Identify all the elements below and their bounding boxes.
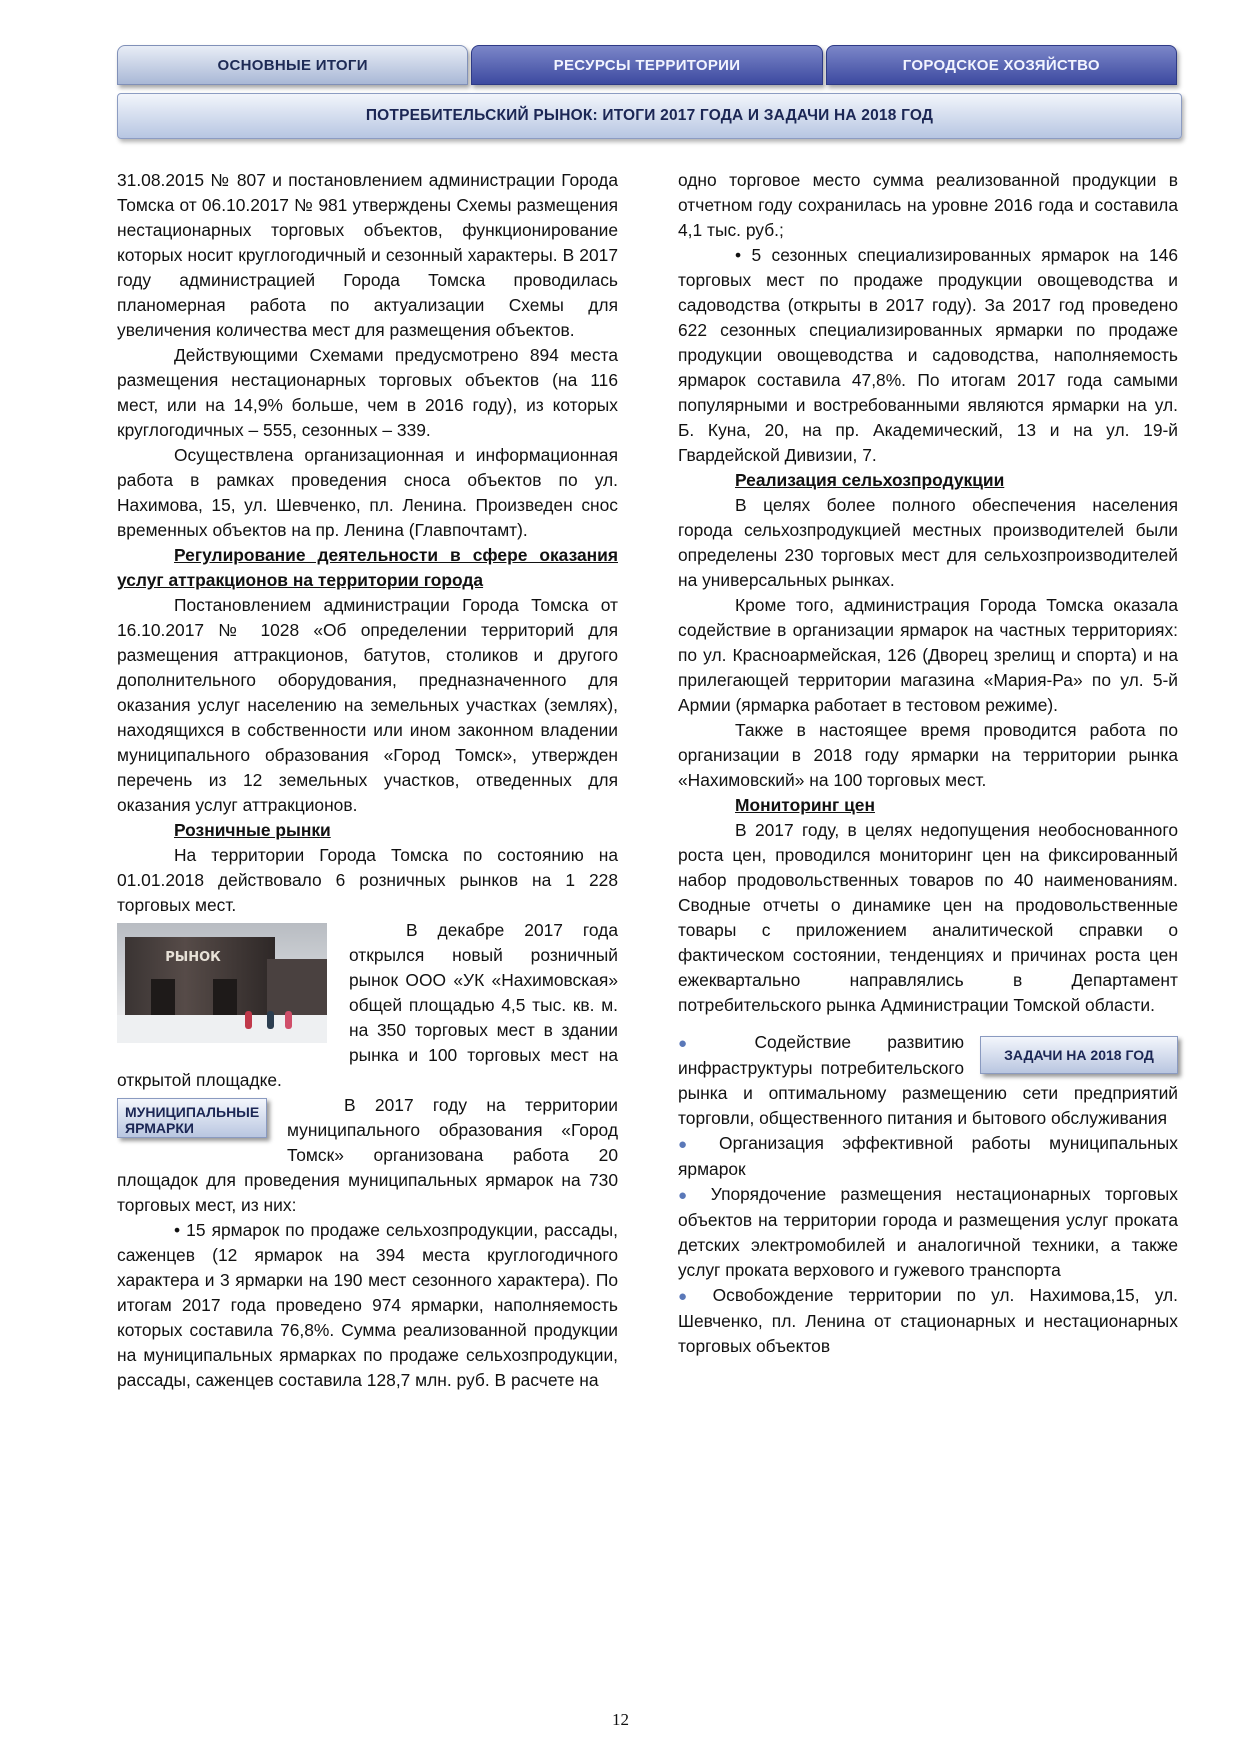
section-heading: Розничные рынки — [174, 820, 331, 840]
paragraph: На территории Города Томска по состоянию на 01.01.2018 действовало 6 розничных рынков на 1 228 торговых мест. — [117, 845, 618, 915]
market-photo — [117, 923, 327, 1043]
tab-territory-resources[interactable]: РЕСУРСЫ ТЕРРИТОРИИ — [471, 45, 822, 85]
section-heading: Реализация сельхозпродукции — [735, 470, 1005, 490]
task-item — [678, 1182, 1178, 1283]
paragraph: Кроме того, администрация Города Томска оказала содействие в организации ярмарок на частных территориях: по ул. Красноармейская, 126 (Дворец зрелищ и спорта) и на прилегающей территории магазина «Мария-Ра» по ул. 5-й Армии (ярмарка работает в тестовом режиме). — [678, 595, 1178, 715]
bullet-dot-icon: ● — [678, 1187, 697, 1204]
tasks-2018-badge: ЗАДАЧИ НА 2018 ГОД — [980, 1036, 1178, 1074]
person-figure — [245, 1011, 252, 1029]
tab-main-results[interactable]: ОСНОВНЫЕ ИТОГИ — [117, 45, 468, 85]
paragraph: одно торговое место сумма реализованной продукции в отчетном году сохранилась на уровне 2016 года и составила 4,1 тыс. руб.; — [678, 170, 1178, 240]
paragraph: 31.08.2015 № 807 и постановлением администрации Города Томска от 06.10.2017 № 981 утверждены Схемы размещения нестационарных торговых объектов, функционирование которых носит круглогодичный и сезонный характеры. В 2017 году администрацией Города Томска проводилась планомерная работа по актуализации Схемы для увеличения количества мест для размещения объектов. — [117, 170, 618, 340]
section-banner: ПОТРЕБИТЕЛЬСКИЙ РЫНОК: ИТОГИ 2017 ГОДА И ЗАДАЧИ НА 2018 ГОД — [117, 93, 1182, 139]
person-figure — [285, 1011, 292, 1029]
task-item — [678, 1131, 1178, 1182]
paragraph: Постановлением администрации Города Томска от 16.10.2017 № 1028 «Об определении территорий для размещения аттракционов, батутов, столиков и другого дополнительного оборудования, предназначенного для оказания услуг населению на земельных участках (землях), находящихся в собственности или ином законном владении муниципального образования «Город Томск», утвержден перечень из 12 земельных участков, отведенных для оказания услуг аттракционов. — [117, 595, 618, 815]
section-tabs — [117, 45, 1180, 85]
market-door — [151, 979, 175, 1015]
task-text: Упорядочение размещения нестационарных торговых объектов на территории города и размещения услуг проката детских электромобилей и аналогичной техники, а также услуг проката верхового и гужевого транспорта — [678, 1184, 1178, 1280]
task-text: Освобождение территории по ул. Нахимова,15, ул. Шевченко, пл. Ленина от стационарных и нестационарных торговых объектов — [678, 1285, 1178, 1356]
left-column — [117, 168, 618, 1393]
tab-city-economy[interactable]: ГОРОДСКОЕ ХОЗЯЙСТВО — [826, 45, 1177, 85]
market-door — [213, 979, 237, 1015]
bullet-item: • 5 сезонных специализированных ярмарок на 146 торговых мест по продаже продукции овощеводства и садоводства (открыты в 2017 году). За 2017 год проведено 622 сезонных специализированных ярмарки по продаже продукции овощеводства и садоводства, наполняемость ярмарок составила 47,8%. По итогам 2017 года самыми популярными и востребованными являются ярмарки на ул. Б. Куна, 20, на пр. Академический, 13 и на ул. 19-й Гвардейской Дивизии, 7. — [678, 245, 1178, 465]
task-item — [678, 1283, 1178, 1359]
market-building-wing — [267, 959, 327, 1015]
snow-ground — [117, 1015, 327, 1043]
market-sign: РЫНОК — [165, 950, 221, 965]
bullet-dot-icon: ● — [678, 1035, 719, 1052]
bullet-item: • 15 ярмарок по продаже сельхозпродукции, рассады, саженцев (12 ярмарок на 394 места круглогодичного характера и 3 ярмарки на 190 мест сезонного характера). По итогам 2017 года проведено 974 ярмарки, наполняемость которых составила 76,8%. Сумма реализованной продукции на муниципальных ярмарках по продаже сельхозпродукции, рассады, саженцев составила 128,7 млн. руб. В расчете на — [117, 1220, 618, 1390]
task-text: Организация эффективной работы муниципальных ярмарок — [678, 1133, 1179, 1179]
paragraph: В декабре 2017 года открылся новый розничный рынок ООО «УК «Нахимовская» общей площадью 4,5 тыс. кв. м. на 350 торговых мест в здании рынка и 100 торговых мест на открытой площадке. — [117, 920, 618, 1090]
section-heading: Мониторинг цен — [735, 795, 875, 815]
bullet-dot-icon: ● — [678, 1136, 701, 1153]
section-heading: Регулирование деятельности в сфере оказания услуг аттракционов на территории города — [117, 545, 618, 590]
municipal-fairs-badge: МУНИЦИПАЛЬНЫЕ ЯРМАРКИ — [117, 1098, 267, 1138]
task-text: Содействие развитию инфраструктуры потребительского рынка и оптимальному размещению сети предприятий торговли, общественного питания и бытового обслуживания — [678, 1032, 1178, 1128]
paragraph: Также в настоящее время проводится работа по организации в 2018 году ярмарки на территории рынка «Нахимовский» на 100 торговых мест. — [678, 720, 1178, 790]
right-column — [678, 168, 1178, 1359]
page-number: 12 — [612, 1710, 629, 1729]
paragraph: В целях более полного обеспечения населения города сельхозпродукцией местных производителей были определены 230 торговых мест для сельхозпроизводителей на универсальных рынках. — [678, 495, 1178, 590]
paragraph: В 2017 году на территории муниципального образования «Город Томск» организована работа 20 площадок для проведения муниципальных ярмарок на 730 торговых мест, из них: — [117, 1095, 618, 1215]
paragraph: Действующими Схемами предусмотрено 894 места размещения нестационарных торговых объектов (на 116 мест, или на 14,9% больше, чем в 2016 году), из которых круглогодичных – 555, сезонных – 339. — [117, 345, 618, 440]
paragraph: В 2017 году, в целях недопущения необоснованного роста цен, проводился мониторинг цен на фиксированный набор продовольственных товаров по 40 наименованиям. Сводные отчеты о динамике цен на продовольственные товары с приложением аналитической справки о фактическом состоянии, тенденциях и причинах роста цен ежеквартально направлялись в Департамент потребительского рынка Администрации Томской области. — [678, 820, 1178, 1015]
bullet-dot-icon: ● — [678, 1288, 698, 1305]
person-figure — [267, 1011, 274, 1029]
paragraph: Осуществлена организационная и информационная работа в рамках проведения сноса объектов по ул. Нахимова, 15, ул. Шевченко, пл. Ленина. Произведен снос временных объектов на пр. Ленина (Главпочтамт). — [117, 445, 618, 540]
